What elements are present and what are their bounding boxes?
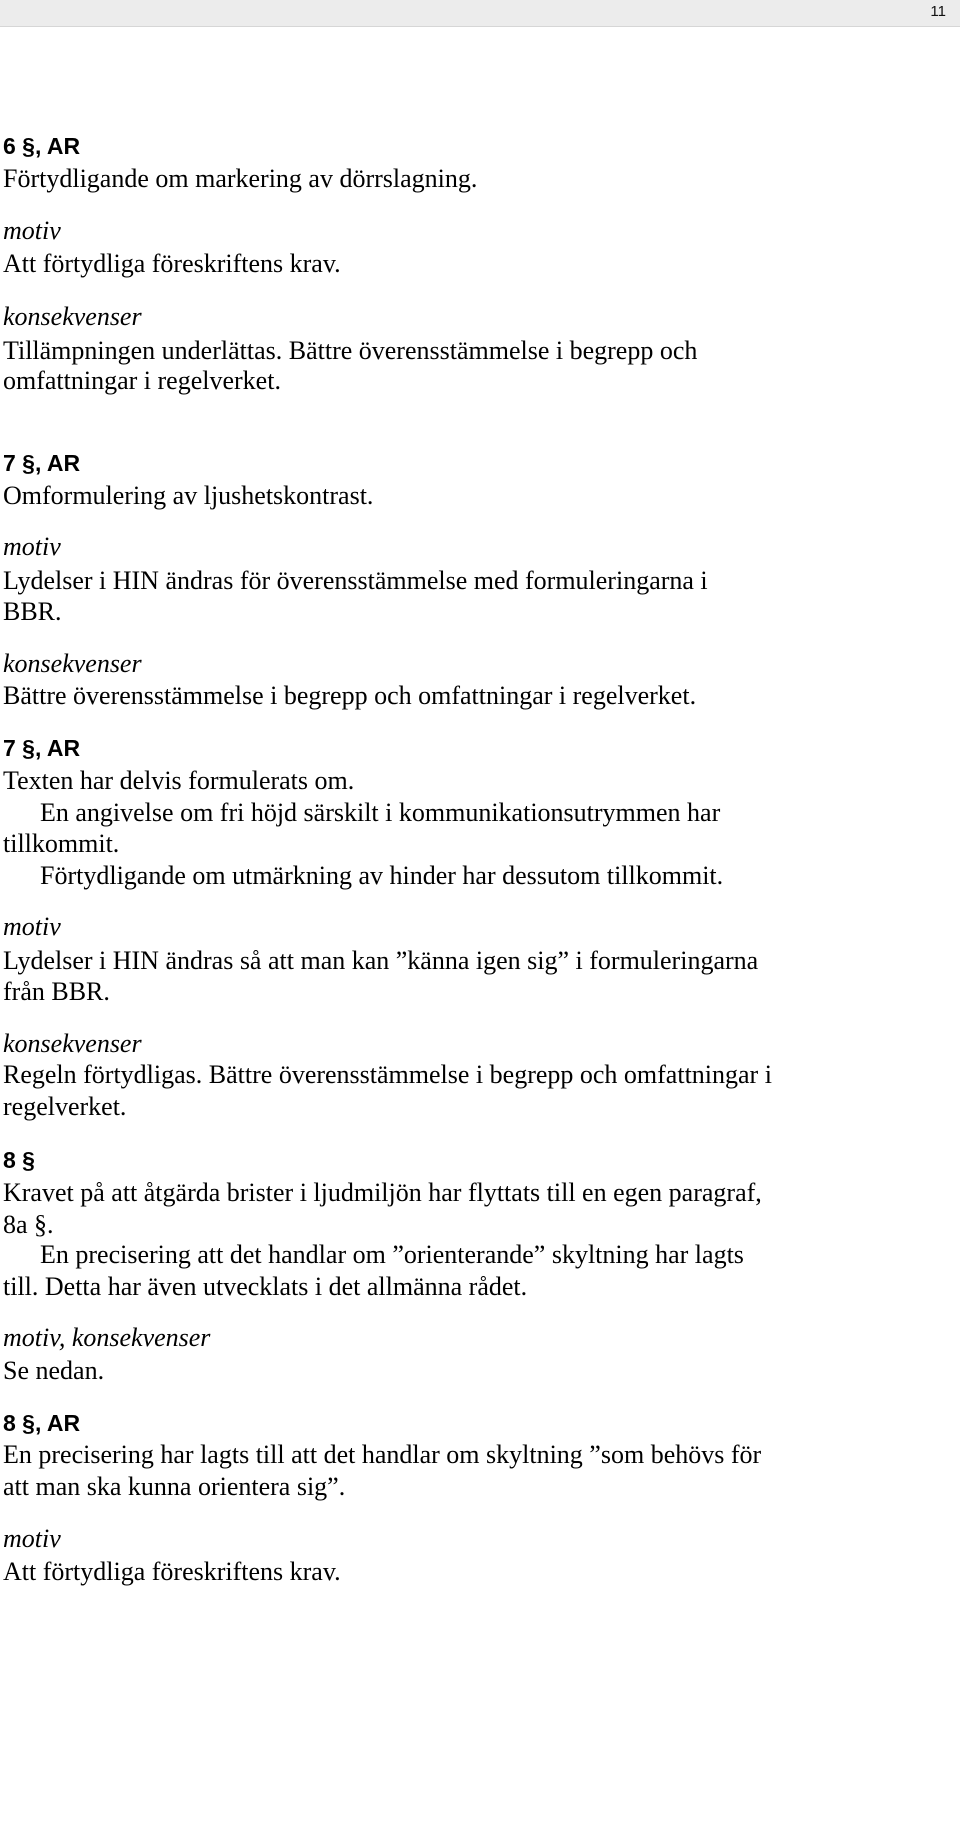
text-line: Bättre överensstämmelse i begrepp och omfattningar i regelverket. bbox=[3, 681, 697, 710]
text-line: Förtydligande om utmärkning av hinder har dessutom tillkommit. bbox=[40, 861, 724, 890]
section-label: konsekvenser bbox=[3, 1029, 142, 1058]
section-label: motiv, konsekvenser bbox=[3, 1323, 211, 1352]
section-label: motiv bbox=[3, 216, 61, 245]
section-label: konsekvenser bbox=[3, 649, 142, 678]
text-line: Texten har delvis formulerats om. bbox=[3, 766, 355, 795]
text-line: En precisering att det handlar om ”orienterande” skyltning har lagts bbox=[40, 1240, 744, 1269]
text-line: till. Detta har även utvecklats i det allmänna rådet. bbox=[3, 1272, 528, 1301]
section-heading: 8 §, AR bbox=[3, 1410, 81, 1436]
text-line: från BBR. bbox=[3, 977, 110, 1006]
text-line: tillkommit. bbox=[3, 829, 120, 858]
section-heading: 8 § bbox=[3, 1147, 35, 1173]
text-line: En angivelse om fri höjd särskilt i kommunikationsutrymmen har bbox=[40, 798, 721, 827]
text-line: Att förtydliga föreskriftens krav. bbox=[3, 249, 341, 278]
text-line: Att förtydliga föreskriftens krav. bbox=[3, 1557, 341, 1586]
text-line: att man ska kunna orientera sig”. bbox=[3, 1472, 346, 1501]
section-heading: 7 §, AR bbox=[3, 450, 81, 476]
text-line: En precisering har lagts till att det handlar om skyltning ”som behövs för bbox=[3, 1440, 762, 1469]
page-number: 11 bbox=[930, 3, 946, 20]
text-line: Omformulering av ljushetskontrast. bbox=[3, 481, 374, 510]
section-label: motiv bbox=[3, 1524, 61, 1553]
text-line: omfattningar i regelverket. bbox=[3, 366, 281, 395]
section-label: motiv bbox=[3, 912, 61, 941]
text-line: Förtydligande om markering av dörrslagning. bbox=[3, 164, 478, 193]
section-label: konsekvenser bbox=[3, 302, 142, 331]
text-line: BBR. bbox=[3, 597, 62, 626]
text-line: 8a §. bbox=[3, 1210, 54, 1239]
section-label: motiv bbox=[3, 532, 61, 561]
text-line: Regeln förtydligas. Bättre överensstämmelse i begrepp och omfattningar i bbox=[3, 1060, 772, 1089]
page-header-bar bbox=[0, 0, 960, 27]
text-line: Se nedan. bbox=[3, 1356, 105, 1385]
text-line: regelverket. bbox=[3, 1092, 127, 1121]
text-line: Tillämpningen underlättas. Bättre överensstämmelse i begrepp och bbox=[3, 336, 698, 365]
section-heading: 7 §, AR bbox=[3, 735, 81, 761]
text-line: Lydelser i HIN ändras för överensstämmelse med formuleringarna i bbox=[3, 566, 708, 595]
text-line: Lydelser i HIN ändras så att man kan ”känna igen sig” i formuleringarna bbox=[3, 946, 759, 975]
text-line: Kravet på att åtgärda brister i ljudmiljön har flyttats till en egen paragraf, bbox=[3, 1178, 762, 1207]
section-heading: 6 §, AR bbox=[3, 133, 81, 159]
